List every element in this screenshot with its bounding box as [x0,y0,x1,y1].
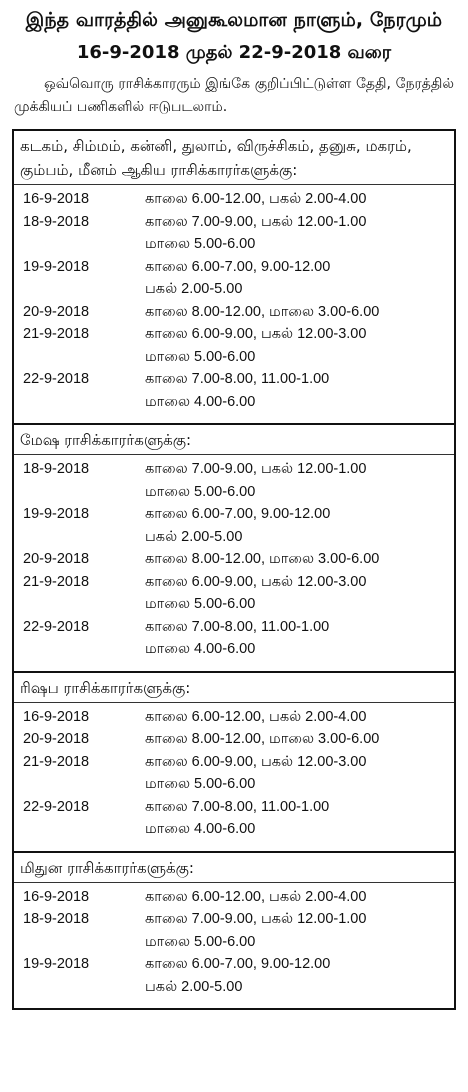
schedule-box [12,129,456,1010]
row-times [145,548,448,571]
time-line: பகல் 2.00-5.00 [145,528,243,545]
intro-paragraph: ஒவ்வொரு ராசிக்காரரும் இங்கே குறிப்பிட்டுள்ள தேதி, நேரத்தில் முக்கியப் பணிகளில் ஈடுபடலாம். [14,76,454,115]
time-line: காலை 7.00-9.00, பகல் 12.00-1.00 [145,911,367,927]
time-line: காலை 8.00-12.00, மாலை 3.00-6.00 [145,551,380,567]
row-date: 22-9-2018 [23,371,90,387]
time-line: காலை 6.00-12.00, பகல் 2.00-4.00 [145,708,367,725]
schedule-row [20,368,448,413]
schedule-row [20,548,448,571]
schedule-row [20,728,448,751]
rasi-section [14,671,454,851]
schedule-row [20,751,448,796]
row-times [145,368,448,413]
time-line: மாலை 5.00-6.00 [145,483,256,500]
section-title: மிதுன ராசிக்காரர்களுக்கு: [14,856,454,883]
row-date: 19-9-2018 [23,258,90,275]
row-times [145,728,448,751]
time-line: காலை 6.00-9.00, பகல் 12.00-3.00 [145,326,367,342]
time-line: காலை 6.00-9.00, பகல் 12.00-3.00 [145,753,367,770]
row-date: 21-9-2018 [23,326,90,342]
schedule-row [20,616,448,661]
date-range: 16-9-2018 முதல் 22-9-2018 வரை [76,42,392,63]
time-line: மாலை 5.00-6.00 [145,348,256,365]
time-line: மாலை 4.00-6.00 [145,641,256,657]
time-line: காலை 6.00-7.00, 9.00-12.00 [145,258,331,275]
schedule-row [20,188,448,211]
section-title: கடகம், சிம்மம், கன்னி, துலாம், விருச்சிகம், தனுசு, மகரம், கும்பம், மீனம் ஆகிய ராசிக்காரர்களுக்கு: [14,134,454,185]
row-times [145,211,448,256]
rasi-section [14,851,454,1009]
time-line: காலை 7.00-9.00, பகல் 12.00-1.00 [145,213,367,230]
time-line: காலை 7.00-8.00, 11.00-1.00 [145,798,330,815]
row-times [145,301,448,324]
schedule-row [20,301,448,324]
row-date: 20-9-2018 [23,303,90,320]
time-line: காலை 7.00-8.00, 11.00-1.00 [145,618,330,635]
schedule-row [20,211,448,256]
row-date: 21-9-2018 [23,573,90,590]
time-line: காலை 8.00-12.00, மாலை 3.00-6.00 [145,731,380,747]
time-line: மாலை 5.00-6.00 [145,236,256,252]
time-line: மாலை 5.00-6.00 [145,596,256,612]
rasi-section [14,423,454,671]
row-times [145,751,448,796]
row-times [145,503,448,548]
time-line: காலை 8.00-12.00, மாலை 3.00-6.00 [145,303,380,320]
schedule-row [20,323,448,368]
schedule-row [20,953,448,998]
row-times [145,571,448,616]
time-line: காலை 6.00-7.00, 9.00-12.00 [145,956,331,972]
row-times [145,616,448,661]
row-times [145,908,448,953]
schedule-row [20,706,448,729]
time-line: மாலை 5.00-6.00 [145,933,256,950]
row-date: 19-9-2018 [23,956,90,972]
row-times [145,796,448,841]
schedule-row [20,503,448,548]
row-date: 18-9-2018 [23,213,90,230]
page-title: இந்த வாரத்தில் அனுகூலமான நாளும், நேரமும் [25,9,443,31]
time-line: பகல் 2.00-5.00 [145,281,243,297]
schedule-row [20,571,448,616]
row-date: 18-9-2018 [23,911,90,927]
time-line: காலை 6.00-9.00, பகல் 12.00-3.00 [145,573,367,590]
schedule-row [20,908,448,953]
schedule-row [20,458,448,503]
row-times [145,256,448,301]
row-date: 18-9-2018 [23,461,90,477]
time-line: மாலை 4.00-6.00 [145,821,256,837]
row-date: 16-9-2018 [23,191,90,207]
time-line: காலை 7.00-9.00, பகல் 12.00-1.00 [145,461,367,477]
section-title: ரிஷப ராசிக்காரர்களுக்கு: [14,676,454,703]
time-line: மாலை 4.00-6.00 [145,393,256,410]
row-date: 22-9-2018 [23,618,90,635]
time-line: காலை 7.00-8.00, 11.00-1.00 [145,371,330,387]
schedule-row [20,886,448,909]
row-date: 20-9-2018 [23,551,90,567]
row-date: 21-9-2018 [23,753,90,770]
schedule-row [20,256,448,301]
row-date: 16-9-2018 [23,888,90,905]
row-times [145,706,448,729]
row-times [145,188,448,211]
time-line: காலை 6.00-12.00, பகல் 2.00-4.00 [145,888,367,905]
row-date: 16-9-2018 [23,708,90,725]
time-line: காலை 6.00-12.00, பகல் 2.00-4.00 [145,191,367,207]
schedule-row [20,796,448,841]
section-title: மேஷ ராசிக்காரர்களுக்கு: [14,428,454,455]
row-times [145,323,448,368]
rasi-section [14,131,454,423]
row-times [145,886,448,909]
time-line: பகல் 2.00-5.00 [145,978,243,995]
time-line: காலை 6.00-7.00, 9.00-12.00 [145,506,331,522]
row-times [145,458,448,503]
row-date: 19-9-2018 [23,506,90,522]
time-line: மாலை 5.00-6.00 [145,776,256,792]
row-date: 20-9-2018 [23,731,90,747]
row-times [145,953,448,998]
row-date: 22-9-2018 [23,798,90,815]
